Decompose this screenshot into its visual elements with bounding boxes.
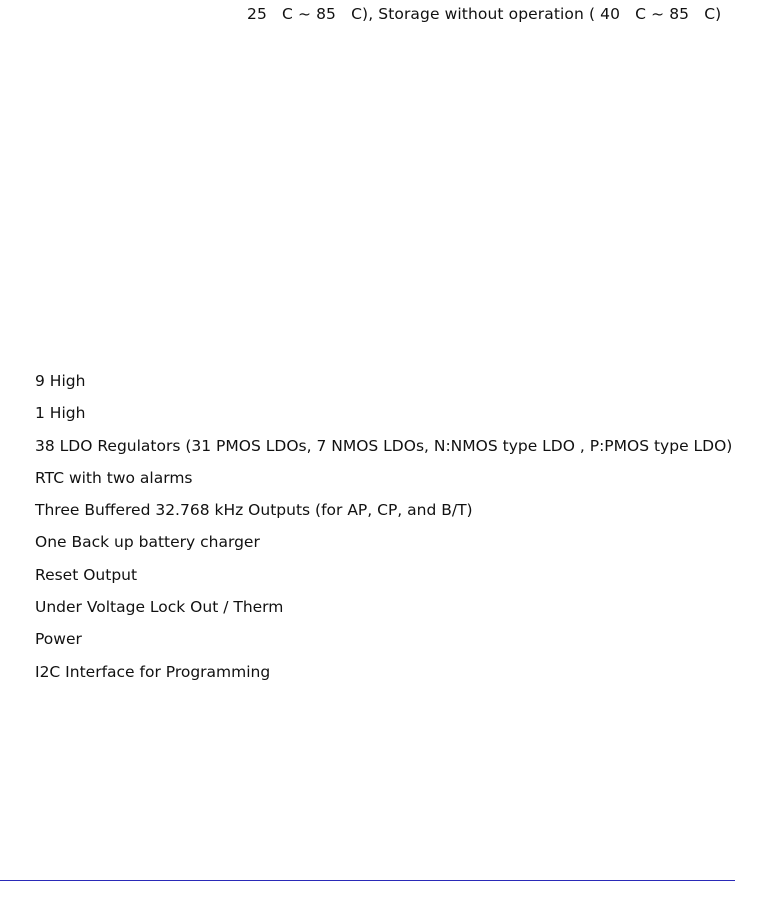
feature-item: Reset Output — [35, 565, 138, 584]
temperature-range-line — [247, 4, 721, 24]
feature-item: 1 High — [35, 404, 86, 423]
operating-temp-min: 25 — [247, 5, 267, 23]
feature-item: I2C Interface for Programming — [35, 662, 271, 681]
feature-item: Power — [35, 630, 82, 649]
operating-temp-range: C ~ 85 — [282, 5, 337, 23]
feature-list — [35, 371, 732, 694]
feature-item: RTC with two alarms — [35, 468, 193, 487]
footer-divider — [0, 880, 735, 881]
storage-temp-end: C) — [704, 5, 722, 23]
feature-item: Under Voltage Lock Out / Therm — [35, 598, 284, 617]
storage-temp-range: C ~ 85 — [635, 5, 690, 23]
feature-item: 9 High — [35, 372, 86, 390]
feature-item: Three Buffered 32.768 kHz Outputs (for AP, CP, and B/T) — [35, 501, 473, 520]
feature-item: 38 LDO Regulators (31 PMOS LDOs, 7 NMOS LDOs, N:NMOS type LDO , P:PMOS type LDO) — [35, 436, 733, 455]
storage-temp-label: C), Storage without operation ( 40 — [351, 5, 621, 23]
feature-item: One Back up battery charger — [35, 533, 260, 552]
